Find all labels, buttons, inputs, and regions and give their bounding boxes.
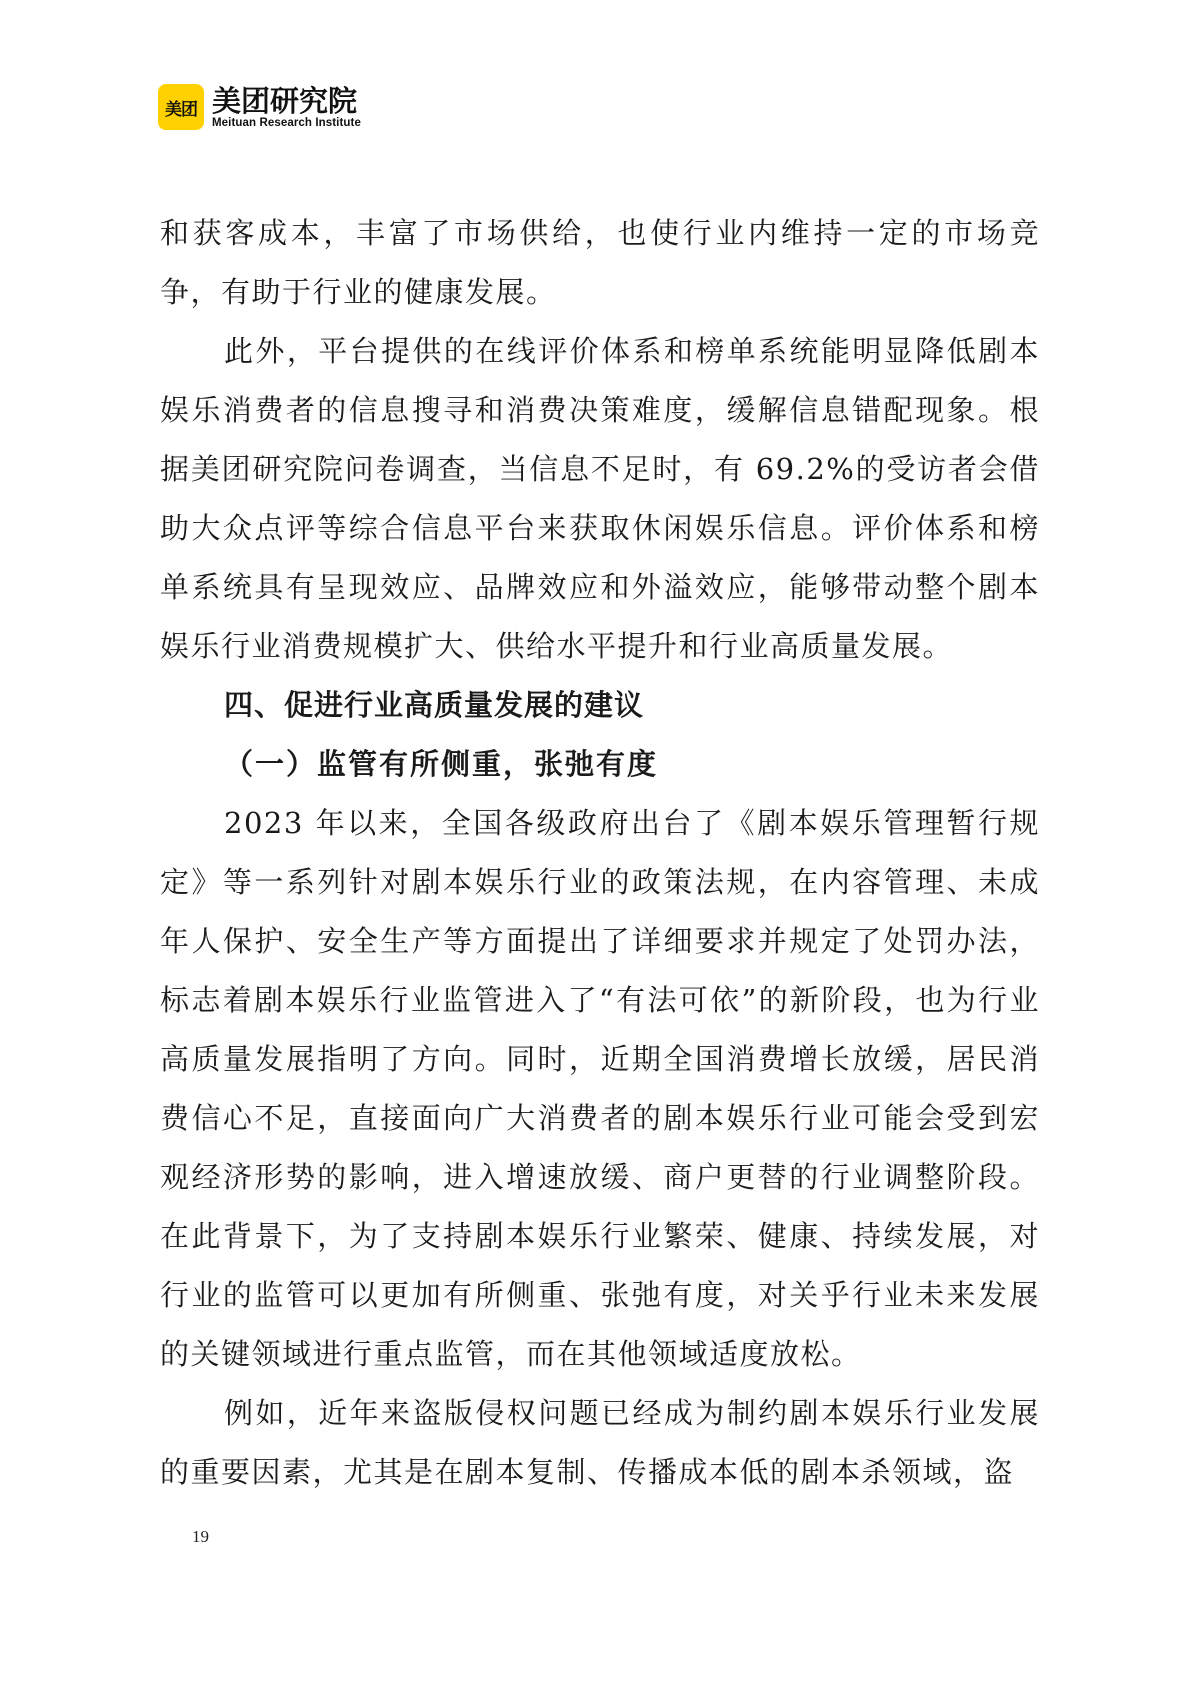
section-heading: 四、促进行业高质量发展的建议 [224, 688, 645, 722]
subsection-heading: （一）监管有所侧重，张弛有度 [224, 747, 659, 781]
logo-mark-text: 美团 [165, 99, 197, 120]
page-number: 19 [192, 1527, 209, 1546]
paragraph-regulation: 2023 年以来，全国各级政府出台了《剧本娱乐管理暂行规定》等一系列针对剧本娱乐行业的政策法规，在内容管理、未成年人保护、安全生产等方面提出了详细要求并规定了处罚办法，标志着剧本娱乐行业监管进入了“有法可依”的新阶段，也为行业高质量发展指明了方向。同时，近期全国消费增长放缓，居民消费信心不足，直接面向广大消费者的剧本娱乐行业可能会受到宏观经济形势的影响，进入增速放缓、商户更替的行业调整阶段。在此背景下，为了支持剧本娱乐行业繁荣、健康、持续发展，对行业的监管可以更加有所侧重、张弛有度，对关乎行业未来发展的关键领域进行重点监管，而在其他领域适度放松。 [160, 806, 1040, 1371]
brand [212, 85, 361, 130]
paragraph-platform: 此外，平台提供的在线评价体系和榜单系统能明显降低剧本娱乐消费者的信息搜寻和消费决策难度，缓解信息错配现象。根据美团研究院问卷调查，当信息不足时，有 69.2%的受访者会借助大众点评等综合信息平台来获取休闲娱乐信息。评价体系和榜单系统具有呈现效应、品牌效应和外溢效应，能够带动整个剧本娱乐行业消费规模扩大、供给水平提升和行业高质量发展。 [160, 334, 1040, 663]
header [158, 84, 361, 130]
paragraph-continuation: 和获客成本，丰富了市场供给，也使行业内维持一定的市场竞争，有助于行业的健康发展。 [160, 216, 1040, 309]
brand-name-cn: 美团研究院 [212, 83, 358, 118]
brand-name-en: Meituan Research Institute [212, 116, 361, 129]
paragraph-example: 例如，近年来盗版侵权问题已经成为制约剧本娱乐行业发展的重要因素，尤其是在剧本复制、传播成本低的剧本杀领域，盗 [160, 1396, 1040, 1489]
document-body [160, 204, 1040, 1502]
meituan-logo-icon [158, 84, 204, 130]
